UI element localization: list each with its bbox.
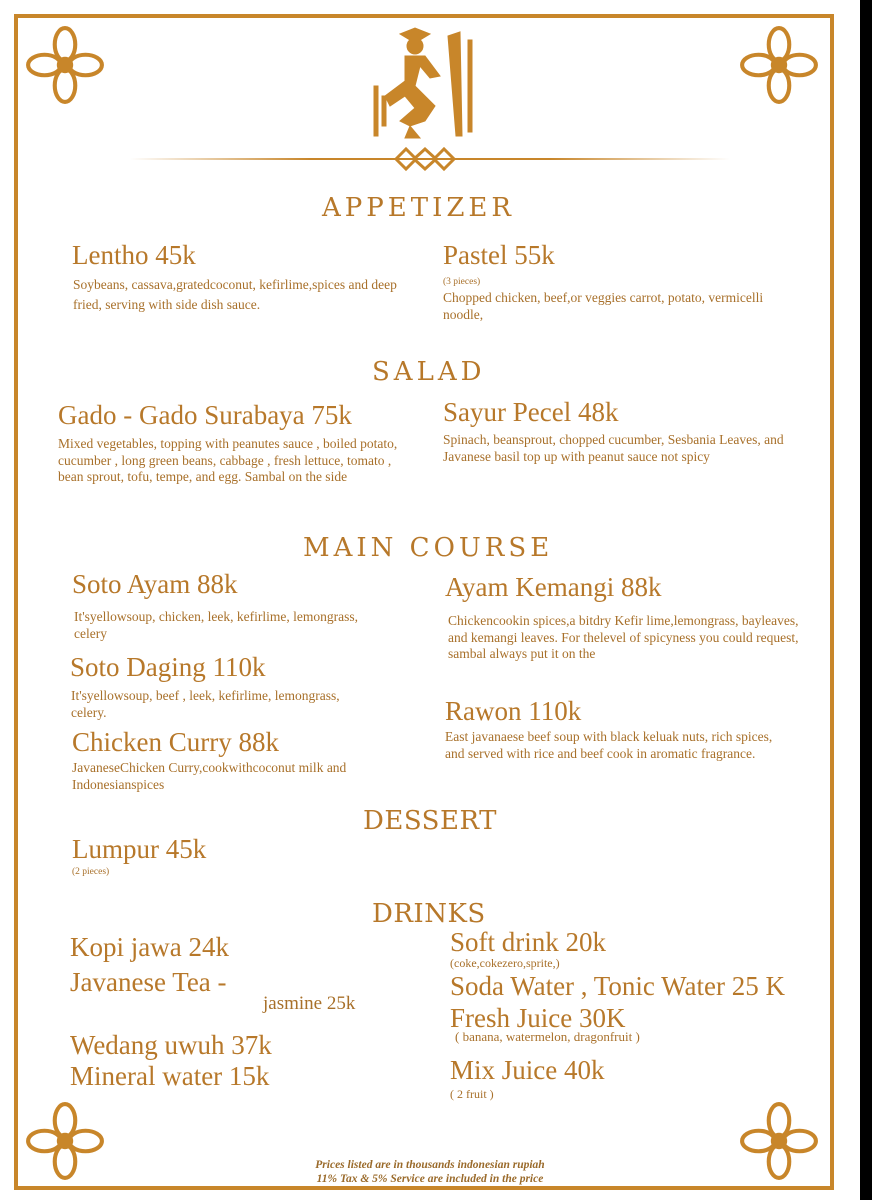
knot-ornament-icon <box>392 146 458 172</box>
item-soto-daging-desc: It'syellowsoup, beef , leek, kefirlime, lemongrass, celery. <box>71 688 340 720</box>
item-pastel-note: (3 pieces) <box>443 277 481 287</box>
drink-fresh-juice-note: ( banana, watermelon, dragonfruit ) <box>455 1029 640 1044</box>
section-title-appetizer: APPETIZER <box>322 193 515 223</box>
drink-soft-drink: Soft drink 20k <box>450 927 607 957</box>
item-ayam-kemangi-desc: Chickencookin spices,a bitdry Kefir lime,lemongrass, bayleaves, and kemangi leaves. For thelevel of spicyness you could request, sambal always put it on the <box>448 613 799 661</box>
item-soto-ayam-desc: It'syellowsoup, chicken, leek, kefirlime, lemongrass, celery <box>74 609 358 641</box>
item-lumpur: Lumpur 45k <box>72 834 207 864</box>
dancer-logo-icon <box>360 26 490 144</box>
item-lentho: Lentho 45k <box>72 240 196 270</box>
flower-ornament-icon <box>24 24 106 106</box>
footer-line-2: 11% Tax & 5% Service are included in the price <box>316 1173 544 1185</box>
drink-mix-juice: Mix Juice 40k <box>450 1055 605 1085</box>
item-pastel: Pastel 55k <box>443 240 555 270</box>
item-soto-daging: Soto Daging 110k <box>70 652 266 682</box>
item-ayam-kemangi: Ayam Kemangi 88k <box>445 572 662 602</box>
drink-javanese-tea-variant: jasmine 25k <box>263 993 356 1014</box>
item-lumpur-note: (2 pieces) <box>72 867 110 877</box>
drink-mix-juice-note: ( 2 fruit ) <box>450 1087 494 1101</box>
drink-soft-drink-note: (coke,cokezero,sprite,) <box>450 956 560 970</box>
section-title-dessert: DESSERT <box>363 806 497 836</box>
item-sayur-pecel: Sayur Pecel 48k <box>443 397 619 427</box>
item-gado-gado-desc: Mixed vegetables, topping with peanutes sauce , boiled potato, cucumber , long green beans, cabbage , fresh lettuce, tomato , bean sprout, tofu, tempe, and egg. Sambal on the side <box>58 436 398 484</box>
item-sayur-pecel-desc: Spinach, beansprout, chopped cucumber, Sesbania Leaves, and Javanese basil top up with peanut sauce not spicy <box>443 432 784 464</box>
item-rawon-desc: East javanaese beef soup with black keluak nuts, rich spices, and served with rice and beef cook in aromatic fragrance. <box>445 729 773 761</box>
item-chicken-curry: Chicken Curry 88k <box>72 727 279 757</box>
flower-ornament-icon <box>24 1100 106 1182</box>
drink-fresh-juice: Fresh Juice 30K <box>450 1003 626 1033</box>
drink-javanese-tea: Javanese Tea - <box>70 967 227 997</box>
item-pastel-desc: Chopped chicken, beef,or veggies carrot, potato, vermicelli noodle, <box>443 290 764 322</box>
item-soto-ayam: Soto Ayam 88k <box>72 569 238 599</box>
drink-kopi-jawa: Kopi jawa 24k <box>70 932 229 962</box>
section-title-salad: SALAD <box>372 357 486 387</box>
drink-wedang-uwuh: Wedang uwuh 37k <box>70 1030 272 1060</box>
menu-border <box>14 14 834 1190</box>
flower-ornament-icon <box>738 24 820 106</box>
item-rawon: Rawon 110k <box>445 696 582 726</box>
section-title-drinks: DRINKS <box>372 899 486 929</box>
section-title-main-course: MAIN COURSE <box>303 533 554 563</box>
item-gado-gado: Gado - Gado Surabaya 75k <box>58 400 352 430</box>
item-lentho-desc: Soybeans, cassava,gratedcoconut, kefirlime,spices and deep fried, serving with side dish sauce. <box>73 277 397 312</box>
drink-soda-tonic: Soda Water , Tonic Water 25 K <box>450 971 785 1001</box>
item-chicken-curry-desc: JavaneseChicken Curry,cookwithcoconut milk and Indonesianspices <box>72 760 347 792</box>
drink-mineral-water: Mineral water 15k <box>70 1061 270 1091</box>
flower-ornament-icon <box>738 1100 820 1182</box>
footer-note <box>230 1158 630 1186</box>
footer-line-1: Prices listed are in thousands indonesian rupiah <box>315 1159 545 1171</box>
